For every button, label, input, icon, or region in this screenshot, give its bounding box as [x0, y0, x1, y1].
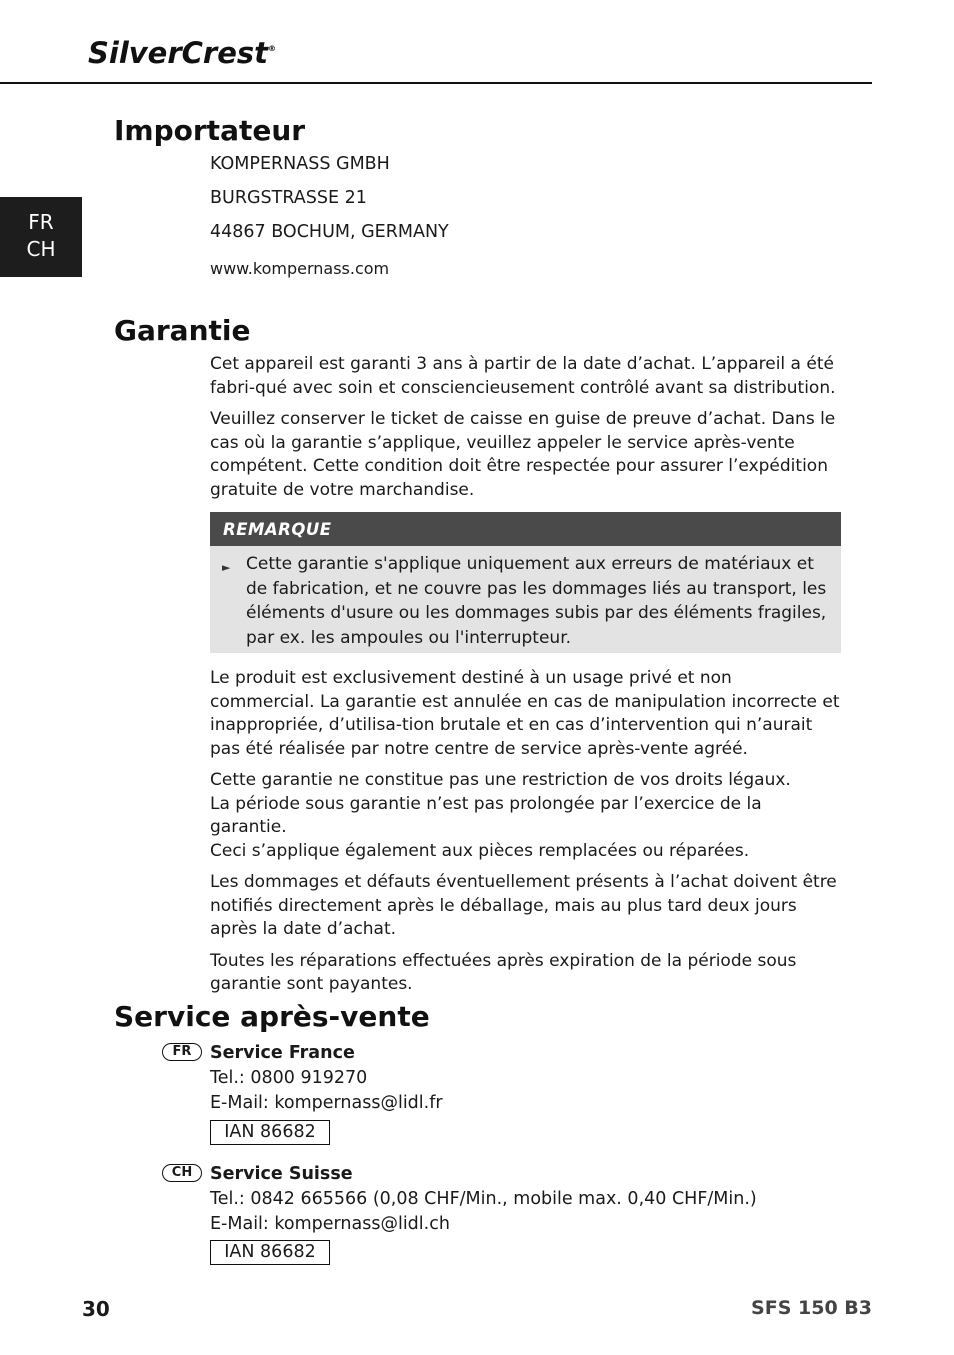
garantie-paragraph-3: Le produit est exclusivement destiné à un usage privé et non commercial. La garantie est annulée en cas de manipulation incorrecte et inappropriée, d’utilisa-tion brutale et en cas d’intervention qui n’aurait pas été réalisée par notre centre de service après-vente agréé.	[210, 668, 840, 759]
ian-box-fr: IAN 86682	[210, 1120, 330, 1145]
importer-street: BURGSTRASSE 21	[210, 188, 367, 208]
remarque-text: Cette garantie s'applique uniquement aux erreurs de matériaux et de fabrication, et ne couvre pas les dommages liés au transport, les éléments d'usure ou les dommages subis par des éléments fragiles, par ex. les ampoules ou l'interrupteur.	[246, 554, 827, 648]
importer-website: www.kompernass.com	[210, 259, 390, 278]
remarque-body	[210, 546, 841, 653]
brand-name: SilverCrest	[88, 36, 269, 70]
garantie-paragraph-5: Les dommages et défauts éventuellement présents à l’achat doivent être notifiés directement après le déballage, mais au plus tard deux jours après la date d’achat.	[210, 872, 837, 939]
garantie-paragraph-4b: La période sous garantie n’est pas prolongée par l’exercice de la garantie.	[210, 793, 762, 837]
language-tab-ch: CH	[26, 237, 56, 261]
importer-company: KOMPERNASS GMBH	[210, 154, 390, 174]
service-france-tel: Tel.: 0800 919270	[210, 1068, 368, 1088]
brand-logo	[88, 36, 276, 70]
garantie-paragraph-6: Toutes les réparations effectuées après expiration de la période sous garantie sont payantes.	[210, 950, 797, 994]
garantie-paragraph-4a: Cette garantie ne constitue pas une restriction de vos droits légaux.	[210, 770, 791, 790]
importer-city: 44867 BOCHUM, GERMANY	[210, 222, 449, 242]
garantie-paragraph-2: Veuillez conserver le ticket de caisse en guise de preuve d’achat. Dans le cas où la garantie s’applique, veuillez appeler le service après-vente compétent. Cette condition doit être respectée pour assurer l’expédition gratuite de votre marchandise.	[210, 409, 836, 500]
page-number: 30	[82, 1297, 110, 1321]
importateur-heading: Importateur	[114, 114, 306, 147]
language-tab	[0, 197, 82, 277]
model-number: SFS 150 B3	[751, 1297, 872, 1319]
garantie-paragraph-4c: Ceci s’applique également aux pièces remplacées ou réparées.	[210, 840, 750, 861]
service-france-title: Service France	[210, 1043, 355, 1063]
service-suisse-tel: Tel.: 0842 665566 (0,08 CHF/Min., mobile max. 0,40 CHF/Min.)	[210, 1189, 757, 1209]
header-rule	[0, 82, 872, 84]
ian-box-ch: IAN 86682	[210, 1240, 330, 1265]
garantie-paragraph-1: Cet appareil est garanti 3 ans à partir de la date d’achat. L’appareil a été fabri-qué avec soin et consciencieusement contrôlé avant sa distribution.	[210, 354, 836, 398]
garantie-intro	[210, 353, 840, 510]
remarque-box	[210, 512, 841, 653]
garantie-heading: Garantie	[114, 314, 251, 347]
country-badge-ch: CH	[162, 1164, 202, 1182]
service-suisse-title: Service Suisse	[210, 1164, 353, 1184]
registered-mark: ®	[268, 44, 277, 53]
language-tab-fr: FR	[28, 210, 54, 234]
service-france	[210, 1041, 443, 1116]
service-heading: Service après-vente	[114, 1000, 430, 1033]
garantie-details	[210, 667, 840, 1005]
remarque-title: REMARQUE	[210, 512, 841, 546]
bullet-arrow-icon: ►	[222, 561, 231, 574]
service-suisse-email: E-Mail: kompernass@lidl.ch	[210, 1214, 450, 1234]
service-france-email: E-Mail: kompernass@lidl.fr	[210, 1093, 443, 1113]
country-badge-fr: FR	[162, 1043, 202, 1061]
service-suisse	[210, 1162, 757, 1237]
